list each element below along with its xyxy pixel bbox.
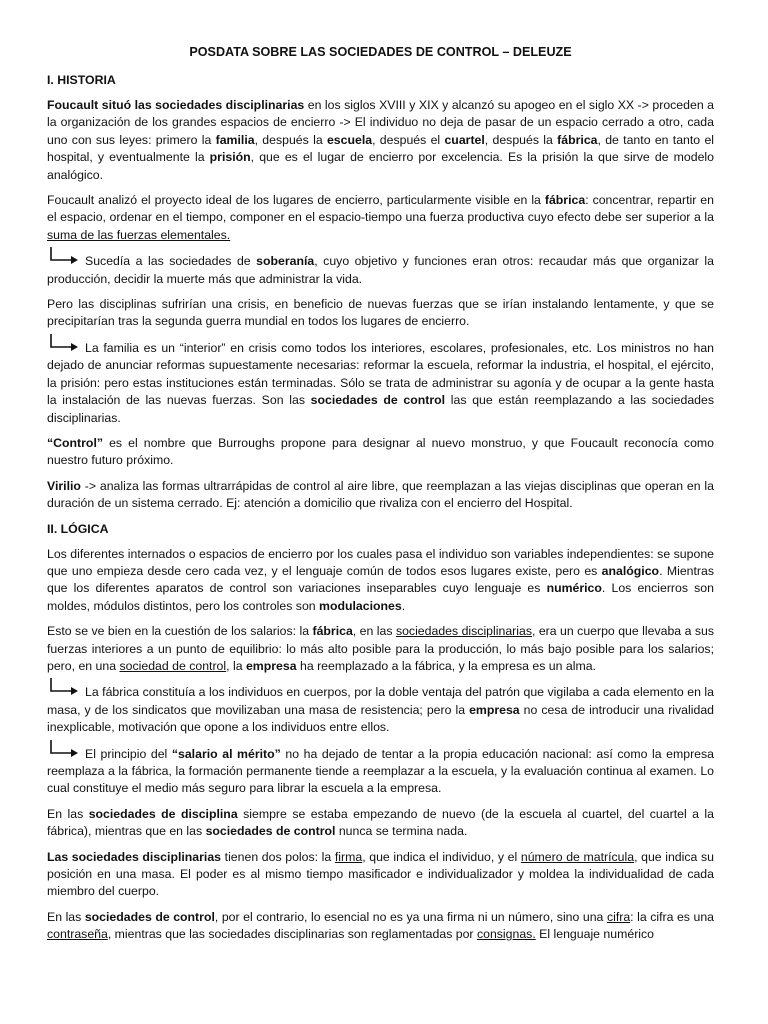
text-run: las que están reemplazando a las sociedades disciplinarias. (47, 393, 714, 425)
bold-text: “salario al mérito” (171, 746, 281, 761)
text-run: , que indica su posición en una masa. El poder es al mismo tiempo masificador e individualizador y moldea la individualidad de cada miembro del cuerpo. (47, 849, 714, 899)
document-title: POSDATA SOBRE LAS SOCIEDADES DE CONTROL – DELEUZE (189, 45, 572, 59)
text-run: , después el (372, 132, 445, 147)
paragraph (47, 252, 714, 288)
bold-text: Las sociedades disciplinarias (47, 849, 222, 864)
paragraph (47, 478, 714, 513)
bold-text: escuela (326, 132, 373, 147)
bold-text: fábrica (557, 132, 598, 147)
bold-text: soberanía (256, 254, 315, 269)
paragraph (47, 849, 714, 901)
text-run: , después la (484, 132, 558, 147)
paragraph (47, 683, 714, 736)
text-run: ha reemplazado a la fábrica, y la empresa es un alma. (296, 658, 596, 673)
text-run: -> analiza las formas ultrarrápidas de control al aire libre, que reemplazan a las viejas disciplinas que operan en la duración de un sistema cerrado. Ej: atención a domicilio que rivaliza con el encierro del Hospital. (47, 478, 714, 511)
text-run: En las (47, 806, 89, 821)
bold-text: fábrica (312, 624, 353, 639)
text-run: . Los encierros son moldes, módulos distintos, pero los controles son (47, 581, 714, 613)
text-run: no ha dejado de tentar a la propia educación nacional: así como la empresa reemplaza a la fábrica, la formación permanente tiende a reemplazar a la escuela, y la evaluación continua al examen. Lo cual constituye el medio más seguro para librar la escuela a la empresa. (47, 746, 714, 796)
bold-text: analógico (601, 563, 660, 578)
text-run: , después la (254, 132, 327, 147)
paragraph (47, 623, 714, 675)
paragraph (47, 435, 714, 470)
text-run: , que indica el individuo, y el (362, 849, 521, 864)
underlined-text: firma (334, 849, 363, 864)
underlined-text: consignas. (476, 927, 536, 942)
underlined-text: contraseña (47, 927, 108, 942)
paragraph (47, 97, 714, 184)
bold-text: prisión (209, 150, 251, 165)
paragraph (47, 192, 714, 244)
bold-text: “Control” (47, 435, 104, 450)
text-run: La familia es un “interior” en crisis como todos los interiores, escolares, profesionales, etc. Los ministros no han dejado de anunciar reformas supuestamente necesarias: reformar la escuela, reformar la industria, el hospital, el ejército, la prisión: pero estas instituciones están terminadas. Sólo se trata de administrar su agonía y de ocupar a la gente hasta la instalación de las nuevas fuerzas. Son las (47, 340, 714, 408)
text-run: El principio del (85, 746, 172, 761)
paragraph (47, 339, 714, 427)
bent-arrow-icon (47, 745, 85, 759)
text-run: , que es el lugar de encierro por excelencia. Es la prisión la que sirve de modelo analógico. (47, 150, 714, 182)
text-run: Foucault analizó el proyecto ideal de los lugares de encierro, particularmente visible en la (47, 193, 545, 208)
underlined-text: número de matrícula (520, 849, 635, 864)
bold-text: cuartel (444, 132, 485, 147)
underlined-text: sociedades disciplinarias (395, 624, 532, 639)
paragraph (47, 546, 714, 616)
text-run: es el nombre que Burroughs propone para designar al nuevo monstruo, y que Foucault reconocía como nuestro futuro próximo. (47, 435, 714, 468)
bold-text: Virilio (47, 478, 81, 493)
text-run: : concentrar, repartir en el espacio, ordenar en el tiempo, componer en el espacio-tiempo una fuerza productiva cuyo efecto debe ser superior a la (47, 193, 714, 225)
text-run: no cesa de introducir una rivalidad inexplicable, motivación que opone a los individuos entre ellos. (47, 702, 714, 735)
bent-arrow-icon (47, 683, 85, 697)
document-body (47, 44, 714, 952)
text-run: , de tanto en tanto el hospital, y eventualmente la (47, 132, 715, 165)
bold-text: modulaciones (319, 598, 402, 613)
bold-text: numérico (546, 581, 602, 596)
section-heading: II. LÓGICA (47, 521, 109, 536)
text-run: , en las (352, 624, 396, 639)
bold-text: empresa (469, 702, 520, 717)
paragraph (47, 806, 714, 841)
bent-arrow-icon (47, 252, 85, 266)
text-run: Pero las disciplinas sufrirían una crisis, en beneficio de nuevas fuerzas que se irían instalando lentamente, y que se precipitarían tras la segunda guerra mundial en todos los lugares de encierro. (47, 297, 714, 329)
text-run: Los diferentes internados o espacios de encierro por los cuales pasa el individuo son variables independientes: se supone que uno empieza desde cero cada vez, y el lenguaje común de todos esos lugares existe, pero es (47, 546, 714, 578)
underlined-text: sociedad de control (119, 658, 227, 673)
text-run: , por el contrario, lo esencial no es ya una firma ni un número, sino una (214, 909, 607, 924)
text-run: : la cifra es una (630, 909, 714, 924)
paragraph (47, 909, 714, 944)
paragraph (47, 745, 714, 798)
text-run: La fábrica constituía a los individuos en cuerpos, por la doble ventaja del patrón que vigilaba a cada elemento en la masa, y de los sindicatos que movilizaban una masa de resistencia; pero la (47, 685, 714, 717)
bold-text: empresa (245, 658, 297, 673)
text-run: nunca se termina nada. (335, 824, 468, 839)
text-run: , cuyo objetivo y funciones eran otros: recaudar más que organizar la producción, decidir la muerte más que administrar la vida. (47, 254, 714, 286)
bent-arrow-icon (47, 339, 85, 353)
bold-text: fábrica (544, 193, 586, 208)
paragraph (47, 296, 714, 331)
bold-text: sociedades de control (84, 909, 215, 924)
text-run: en los siglos XVIII y XIX y alcanzó su apogeo en el siglo XX -> proceden a la organización de los grandes espacios de encierro -> El individuo no deja de pasar de un espacio cerrado a otro, cada uno con sus leyes: primero la (47, 98, 714, 147)
text-run: siempre se estaba empezando de nuevo (de la escuela al cuartel, del cuartel a la fábrica), mientras que en las (47, 806, 715, 839)
text-run: Sucedía a las sociedades de (85, 254, 257, 269)
text-run: En las (47, 909, 85, 924)
bold-text: sociedades de control (310, 393, 446, 408)
text-run: . Mientras que los diferentes aparatos de control son variaciones inseparables cuyo lenguaje es (47, 563, 714, 596)
underlined-text: cifra (606, 909, 631, 924)
text-run: tienen dos polos: la (221, 849, 335, 864)
text-run: El lenguaje numérico (535, 927, 655, 942)
bold-text: familia (215, 132, 255, 147)
section-heading: I. HISTORIA (47, 73, 116, 87)
bold-text: Foucault situó las sociedades disciplinarias (47, 98, 305, 112)
text-run: , la (226, 658, 246, 673)
text-run: , era un cuerpo que llevaba a sus fuerzas interiores a un punto de equilibrio: lo más alto posible para la producción, lo más bajo posible para los salarios; pero, en una (47, 624, 714, 673)
text-run: Esto se ve bien en la cuestión de los salarios: la (47, 624, 313, 639)
bold-text: sociedades de control (205, 824, 336, 839)
text-run: . (401, 598, 406, 613)
bold-text: sociedades de disciplina (88, 806, 238, 821)
underlined-text: suma de las fuerzas elementales. (47, 227, 231, 242)
text-run: , mientras que las sociedades disciplinarias son reglamentadas por (107, 927, 477, 942)
